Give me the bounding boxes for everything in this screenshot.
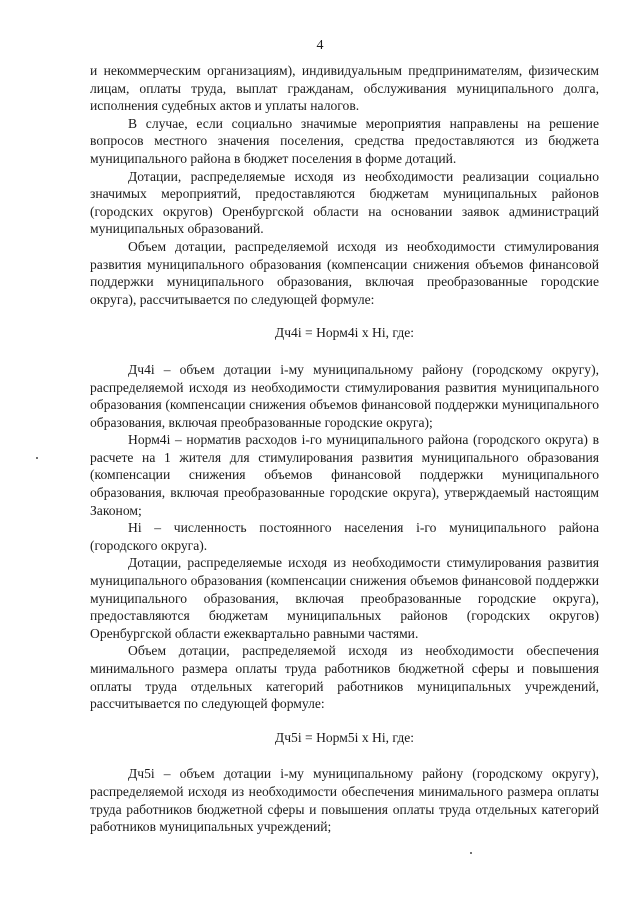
scan-speck [36,457,38,459]
scan-speck [470,852,472,854]
definition-norm4i: Норм4i – норматив расходов i-го муниципального района (городского округа) в расчете на 1 жителя для стимулирования развития муниципального образования (компенсации снижения объемов финансовой поддержки муниципального образования, включая преобразованные городские округа), утверждаемый настоящим Законом; [90,432,599,518]
formula-5: Дч5i = Норм5i х Нi, где: [274,729,415,745]
page-number: 4 [316,38,324,53]
document-body [90,62,599,836]
paragraph-social-measures: Дотации, распределяемые исходя из необходимости реализации социально значимых мероприятий, предоставляются бюджетам муниципальных районов (городских округов) Оренбургской области на основании заявок администраций муниципальных образований. [90,168,599,237]
definition-dch4i: Дч4i – объем дотации i-му муниципальному району (городскому округу), распределяемой исходя из необходимости стимулирования развития муниципального образования (компенсации снижения объемов финансовой поддержки муниципального образования, включая преобразованные городские округа); [90,361,599,430]
paragraph-quarterly-distribution: Дотации, распределяемые исходя из необходимости стимулирования развития муниципального образования (компенсации снижения объемов финансовой поддержки муниципального образования, включая преобразованные городские округа), предоставляются бюджетам муниципальных районов (городских округов) Оренбургской области ежеквартально равными частями. [90,555,599,641]
paragraph-formula-4-intro: Объем дотации, распределяемой исходя из необходимости стимулирования развития муниципального образования (компенсации снижения объемов финансовой поддержки муниципального образования, включая преобразованные городские округа), рассчитывается по следующей формуле: [90,238,599,307]
paragraph-formula-5-intro: Объем дотации, распределяемой исходя из необходимости обеспечения минимального размера оплаты труда работников бюджетной сферы и повышения оплаты труда отдельных категорий работников муниципальных учреждений, рассчитывается по следующей формуле: [90,643,599,712]
definition-dch5i: Дч5i – объем дотации i-му муниципальному району (городскому округу), распределяемой исходя из необходимости обеспечения минимального размера оплаты труда работников бюджетной сферы и повышения оплаты труда отдельных категорий работников муниципальных учреждений; [90,766,599,835]
formula-4: Дч4i = Норм4i х Нi, где: [274,325,415,341]
paragraph-continuation: и некоммерческим организациям), индивидуальным предпринимателям, физическим лицам, оплаты труда, выплат гражданам, обслуживания муниципального долга, исполнения судебных актов и уплаты налогов. [90,63,599,114]
paragraph-settlement-subsidies: В случае, если социально значимые мероприятия направлены на решение вопросов местного значения поселения, средства предоставляются из бюджета муниципального района в бюджет поселения в форме дотаций. [90,115,599,166]
definition-ni: Нi – численность постоянного населения i-го муниципального района (городского округа). [90,520,599,553]
